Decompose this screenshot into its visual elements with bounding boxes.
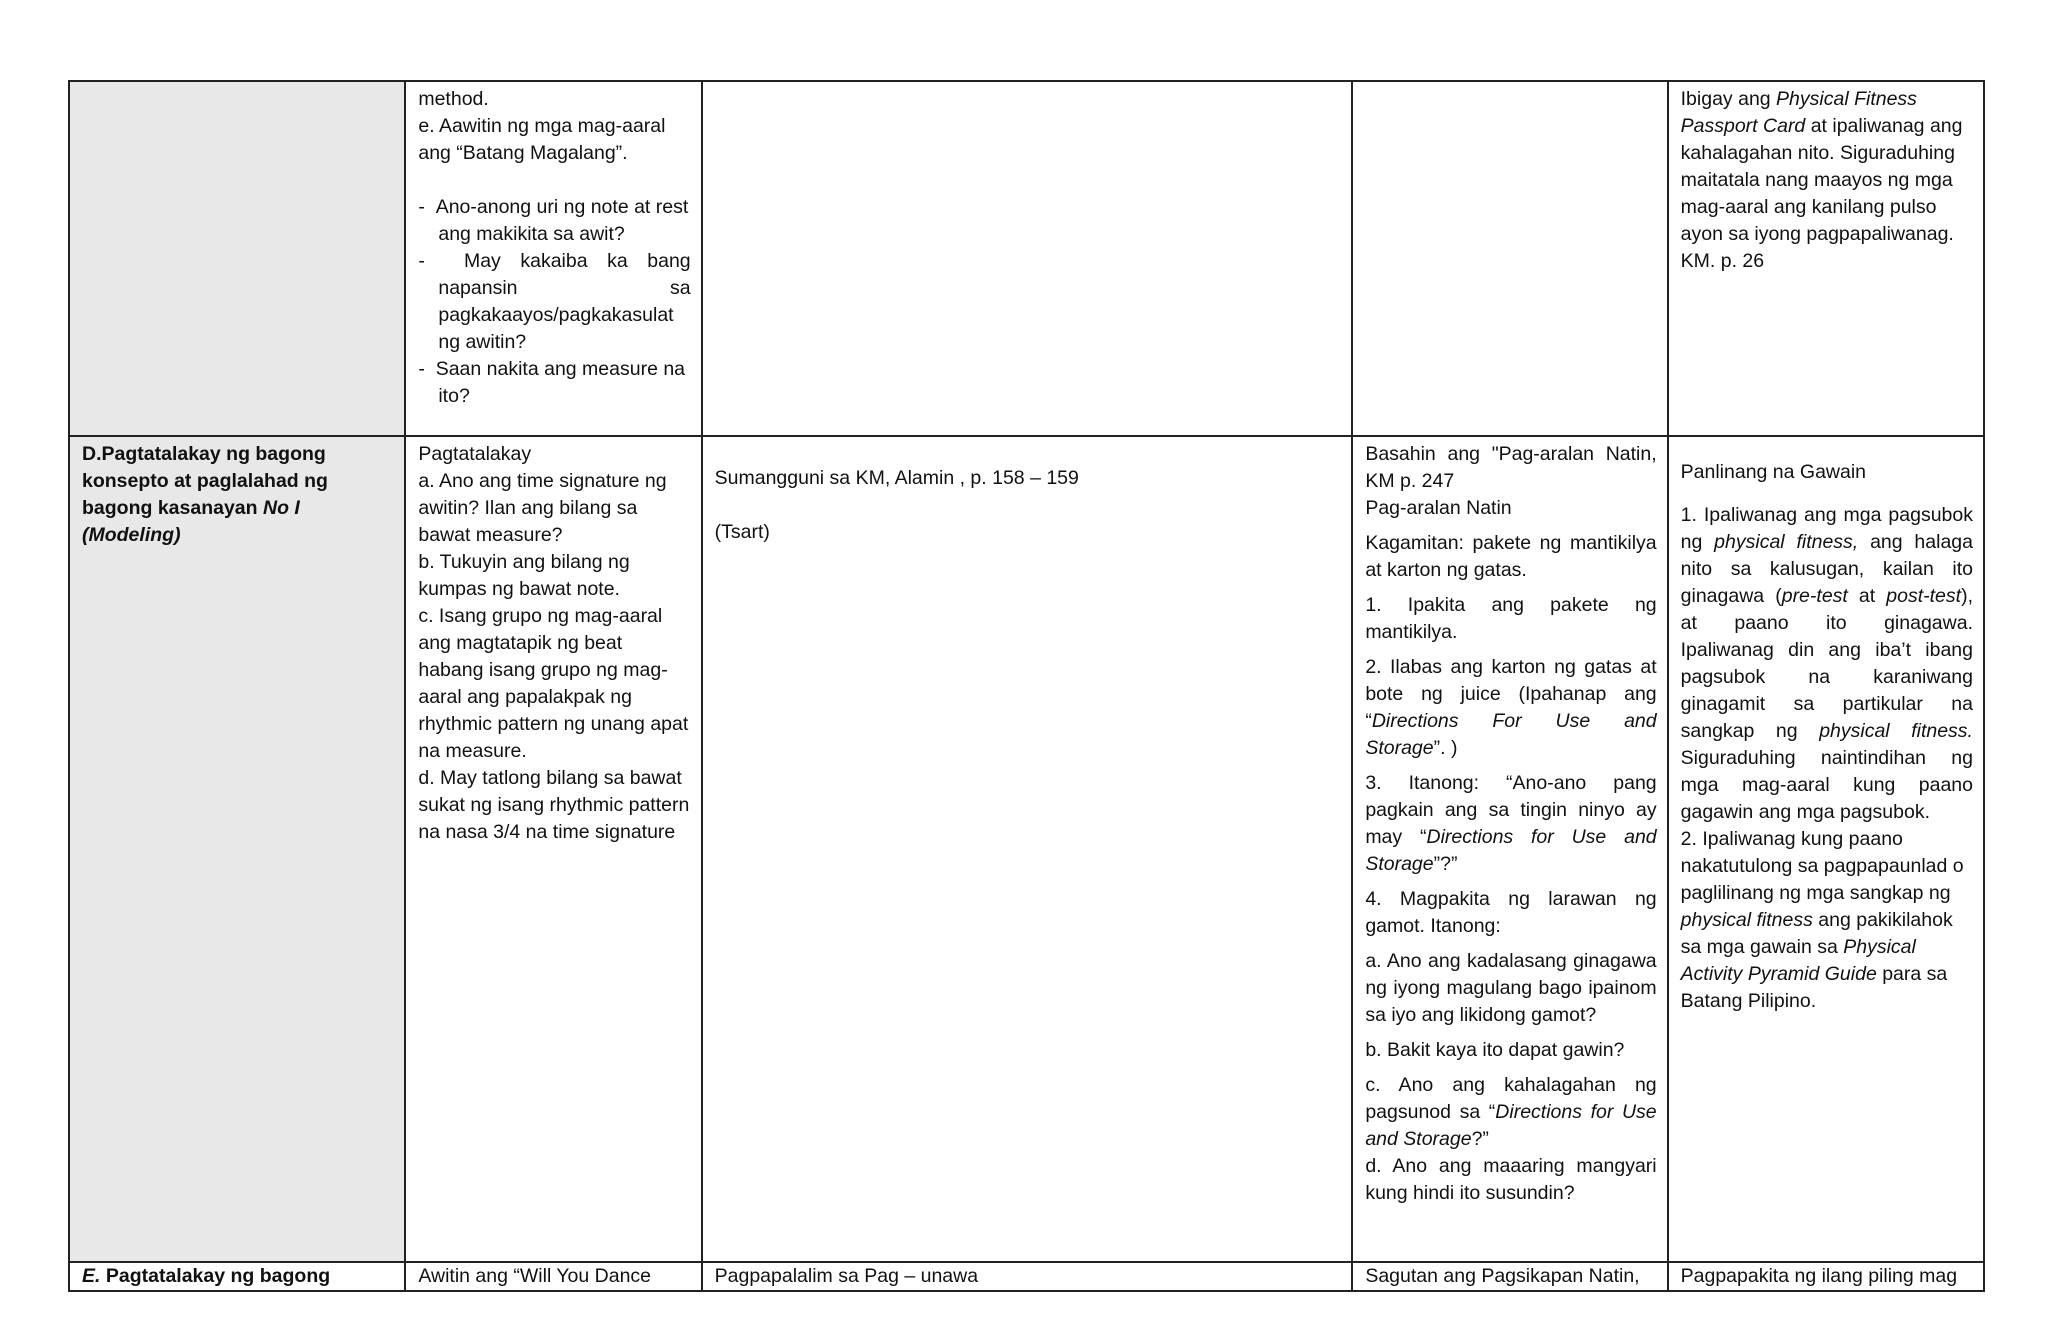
table-row bbox=[69, 1262, 1984, 1291]
list-item: - Saan nakita ang measure na ito? bbox=[418, 358, 686, 407]
arts-cell bbox=[702, 436, 1353, 1262]
row-label-cell bbox=[69, 81, 405, 436]
list-item: - May kakaiba ka bang napansin sa pagkakaayos/pagkakasulat ng awitin? bbox=[418, 250, 691, 353]
cell-text: method. bbox=[418, 88, 489, 110]
cell-text: a. Ano ang time signature ng awitin? Ilan ang bilang sa bawat measure? bbox=[418, 470, 667, 546]
cell-text: (Tsart) bbox=[714, 521, 770, 543]
table-row bbox=[69, 436, 1984, 1262]
cell-text: a. Ano ang kadalasang ginagawa ng iyong magulang bago ipainom sa iyo ang likidong gamot? bbox=[1365, 950, 1657, 1026]
cell-text: d. Ano ang maaaring mangyari kung hindi ito susundin? bbox=[1365, 1155, 1657, 1204]
cell-text: d. May tatlong bilang sa bawat sukat ng isang rhythmic pattern na nasa 3/4 na time signature bbox=[418, 767, 690, 843]
cell-text: b. Tukuyin ang bilang ng kumpas ng bawat note. bbox=[418, 551, 630, 600]
cell-text: 1. Ipaliwanag ang mga pagsubok ng physical fitness, ang halaga nito sa kalusugan, kailan ito ginagawa (pre-test at post-test), at paano ito ginagawa. Ipaliwanag din ang iba’t ibang pagsubok na karaniwang ginagamit sa partikular na sangkap ng physical fitness. Siguraduhing naintindihan ng mga mag-aaral kung paano gagawin ang mga pagsubok. bbox=[1680, 504, 1973, 823]
cell-text: 1. Ipakita ang pakete ng mantikilya. bbox=[1365, 594, 1657, 643]
pe-cell bbox=[1668, 436, 1984, 1262]
cell-text: b. Bakit kaya ito dapat gawin? bbox=[1365, 1039, 1625, 1061]
arts-cell bbox=[702, 81, 1353, 436]
pe-cell: Pagpapakita ng ilang piling mag bbox=[1668, 1262, 1984, 1291]
cell-text: 2. Ilabas ang karton ng gatas at bote ng juice (Ipahanap ang “Directions For Use and Storage”. ) bbox=[1365, 656, 1657, 759]
health-cell bbox=[1352, 81, 1667, 436]
cell-text: Sumangguni sa KM, Alamin , p. 158 – 159 bbox=[714, 467, 1079, 489]
cell-text: Pagtatalakay bbox=[418, 443, 532, 465]
row-label-cell: E. Pagtatalakay ng bagong bbox=[69, 1262, 405, 1291]
cell-text: 3. Itanong: “Ano-ano pang pagkain ang sa tingin ninyo ay may “Directions for Use and Storage”?” bbox=[1365, 772, 1657, 875]
question-list bbox=[418, 194, 690, 410]
arts-cell: Pagpapalalim sa Pag – unawa bbox=[702, 1262, 1353, 1291]
list-item: - Ano-anong uri ng note at rest ang makikita sa awit? bbox=[418, 196, 689, 245]
music-cell bbox=[405, 81, 701, 436]
cell-text: e. Aawitin ng mga mag-aaral ang “Batang Magalang”. bbox=[418, 115, 666, 164]
pe-cell: Ibigay ang Physical Fitness Passport Card at ipaliwanag ang kahalagahan nito. Siguraduhing maitatala nang maayos ng mga mag-aaral ang kanilang pulso ayon sa iyong pagpapaliwanag. KM. p. 26 bbox=[1668, 81, 1984, 436]
table-row bbox=[69, 81, 1984, 436]
health-cell bbox=[1352, 436, 1667, 1262]
music-cell: Awitin ang “Will You Dance bbox=[405, 1262, 701, 1291]
cell-text: Kagamitan: pakete ng mantikilya at karton ng gatas. bbox=[1365, 532, 1657, 581]
lesson-plan-table bbox=[68, 80, 1985, 1292]
cell-text: Basahin ang "Pag-aralan Natin, KM p. 247 bbox=[1365, 443, 1657, 492]
cell-text: c. Isang grupo ng mag-aaral ang magtatapik ng beat habang isang grupo ng mag-aaral ang papalakpak ng rhythmic pattern ng unang apat na measure. bbox=[418, 605, 689, 762]
cell-text: 4. Magpakita ng larawan ng gamot. Itanong: bbox=[1365, 888, 1657, 937]
cell-heading: Panlinang na Gawain bbox=[1680, 461, 1867, 483]
cell-text: 2. Ipaliwanag kung paano nakatutulong sa pagpapaunlad o paglilinang ng mga sangkap ng physical fitness ang pakikilahok sa mga gawain sa Physical Activity Pyramid Guide para sa Batang Pilipino. bbox=[1680, 828, 1964, 1012]
health-cell: Sagutan ang Pagsikapan Natin, bbox=[1352, 1262, 1667, 1291]
row-label-cell: D.Pagtatalakay ng bagong konsepto at paglalahad ng bagong kasanayan No I (Modeling) bbox=[69, 436, 405, 1262]
cell-text: c. Ano ang kahalagahan ng pagsunod sa “Directions for Use and Storage?” bbox=[1365, 1074, 1657, 1150]
cell-text: Pag-aralan Natin bbox=[1365, 497, 1512, 519]
music-cell bbox=[405, 436, 701, 1262]
